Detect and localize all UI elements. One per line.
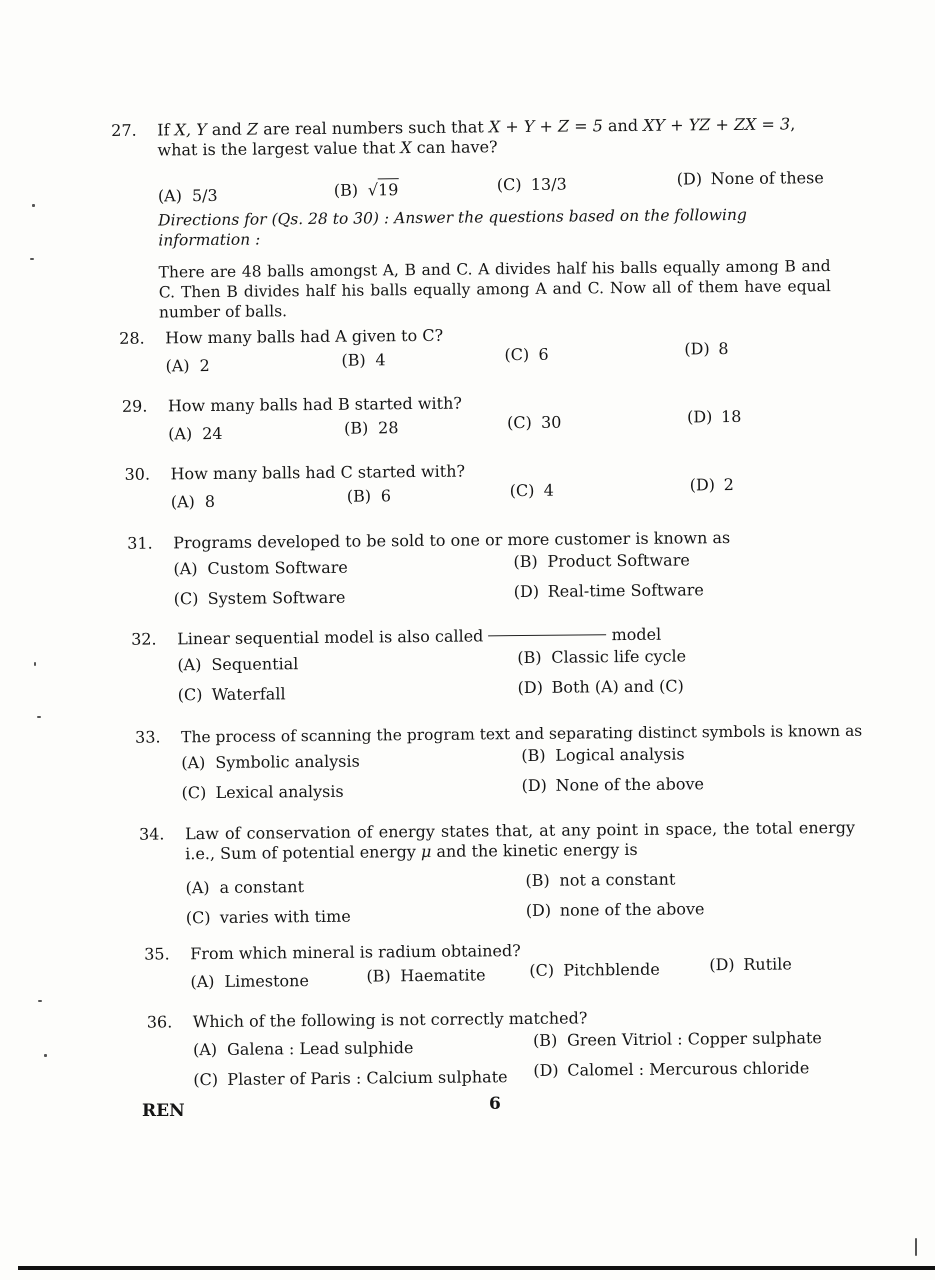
- scan-speck: [34, 662, 36, 666]
- scan-speck: [32, 204, 35, 207]
- option-c: (C) 30: [506, 412, 562, 433]
- option-b: (B) √19: [333, 180, 399, 200]
- option-b: (B) Haematite: [366, 965, 486, 986]
- equation-product-sum: XY + YZ + ZX = 3: [643, 114, 791, 135]
- page-number: 6: [489, 1094, 501, 1114]
- option-c: (C) 4: [509, 480, 555, 501]
- exam-page: 27. If X, Y and Z are real numbers such that X + Y + Z = 5 and XY + YZ + ZX = 3, what is the largest value that X can have? (A) 5/3 (B) √19 (C) 13/3 (D) None of these Directions for (Qs. 28 to 30) : Answer the questions based on the following information : There are 48 balls amongst A, B and C. A divides half his balls equally among B and C. Then B divides half his balls equally among A and C. Now all of them have equal number of balls. 28. How many balls had A given to C? (A) 2 (B) 4 (C) 6 (D) 8 29. How many balls had B started with? (A) 24 (B) 28 (C) 30 (D) 18 30. How many balls had C started with? (A) 8 (B) 6 (C) 4 (D) 2 31. Programs developed to be sold to one or more customer is known as (A) Custom Software (B) Product Software (C) System Software (D) Real-time Software 32. Linear sequential model is also called model (A) Sequential (B) Classic life cycle (C) Waterfall (D) Both (A) and (C) 33. The process of scanning the program text and separating distinct symbols is known as (A) Symbolic analysis (B) Logical analysis (C) Lexical analysis (D) None of the above 34. Law of conservation of energy states that, at any point in space, the total energy i.e., Sum of potential energy μ and the kinetic energy is (A) a constant (B) not a constant (C) varies with time (D) none of the above 35. From which mineral is radium obtained? (A) Limestone (B) Haematite (C) Pitchblende (D) Rutile 36. Which of the following is not correctly matched? (A) Galena : Lead sulphide (B) Green Vitriol : Copper sulphate (C) Plaster of Paris : Calcium sulphate (D) Calomel : Mercurous chloride: [0, 0, 935, 1280]
- question-stem: How many balls had A given to C?: [165, 325, 444, 348]
- option-a: (A) 2: [165, 356, 210, 376]
- option-c: (C) Lexical analysis: [181, 781, 344, 803]
- option-d: (D) 2: [689, 474, 734, 495]
- option-a: (A) 5/3: [157, 185, 218, 206]
- question-stem: Which of the following is not correctly matched?: [192, 1008, 588, 1032]
- scan-speck: [38, 1000, 42, 1002]
- option-d: (D) Calomel : Mercurous chloride: [533, 1058, 810, 1080]
- option-b: (B) Classic life cycle: [517, 646, 687, 668]
- option-d: (D) Rutile: [709, 954, 792, 975]
- option-b: (B) 4: [341, 350, 386, 370]
- equation-sum: X + Y + Z = 5: [488, 116, 603, 137]
- option-b: (B) 28: [344, 418, 399, 438]
- option-a: (A) Custom Software: [173, 557, 348, 579]
- question-stem: Programs developed to be sold to one or more customer is known as: [173, 528, 731, 553]
- question-stem: How many balls had B started with?: [167, 393, 462, 416]
- option-b: (B) Product Software: [513, 550, 690, 572]
- option-a: (A) Sequential: [177, 654, 299, 675]
- option-a: (A) a constant: [185, 877, 305, 898]
- directions-body: There are 48 balls amongst A, B and C. A divides half his balls equally among B and C. Then B divides half his balls equally among A and C. Now all of them have equal number of balls.: [158, 257, 831, 322]
- paper-code: REN: [142, 1101, 185, 1121]
- option-c: (C) 6: [504, 344, 549, 365]
- option-a: (A) Symbolic analysis: [181, 751, 360, 773]
- option-d: (D) 18: [686, 406, 742, 427]
- option-a: (A) Galena : Lead sulphide: [192, 1038, 414, 1060]
- option-b: (B) Logical analysis: [521, 744, 685, 766]
- option-d: (D) Real-time Software: [513, 580, 704, 602]
- question-stem: Linear sequential model is also called model: [177, 624, 662, 649]
- option-a: (A) Limestone: [190, 971, 309, 992]
- fill-in-blank: [488, 634, 606, 636]
- option-d: (D) None of the above: [521, 774, 704, 796]
- scan-speck: [44, 1054, 47, 1057]
- question-stem: From which mineral is radium obtained?: [190, 941, 521, 964]
- option-a: (A) 8: [170, 491, 216, 512]
- scan-speck: [37, 716, 41, 718]
- sqrt-icon: √: [367, 180, 379, 200]
- option-b: (B) 6: [346, 486, 392, 506]
- option-d: (D) 8: [684, 339, 729, 359]
- bottom-rule: [18, 1266, 935, 1270]
- option-d: (D) Both (A) and (C): [517, 676, 684, 698]
- question-number: 27.: [111, 120, 137, 140]
- option-c: (C) Waterfall: [177, 684, 286, 705]
- question-stem: If X, Y and Z are real numbers such that X + Y + Z = 5 and XY + YZ + ZX = 3, what is the largest value that X can have?: [157, 114, 796, 160]
- option-d: (D) none of the above: [525, 899, 705, 920]
- option-c: (C) 13/3: [496, 174, 567, 195]
- scan-speck: [30, 258, 34, 260]
- question-stem: Law of conservation of energy states that, at any point in space, the total energy i.e., Sum of potential energy μ and the kinetic energy is: [184, 817, 856, 864]
- option-c: (C) varies with time: [185, 906, 351, 928]
- directions-heading: Directions for (Qs. 28 to 30) : Answer the questions based on the following information :: [158, 205, 747, 250]
- option-a: (A) 24: [168, 423, 223, 444]
- option-b: (B) Green Vitriol : Copper sulphate: [532, 1028, 822, 1050]
- option-d: (D) None of these: [676, 168, 824, 189]
- scan-speck: [915, 1238, 917, 1256]
- option-c: (C) System Software: [173, 587, 346, 609]
- directions-block: [158, 204, 831, 322]
- question-stem: How many balls had C started with?: [170, 461, 466, 484]
- option-b: (B) not a constant: [525, 869, 676, 890]
- question-stem: The process of scanning the program text and separating distinct symbols is known as: [180, 721, 863, 747]
- option-c: (C) Plaster of Paris : Calcium sulphate: [193, 1067, 508, 1090]
- option-c: (C) Pitchblende: [529, 959, 660, 980]
